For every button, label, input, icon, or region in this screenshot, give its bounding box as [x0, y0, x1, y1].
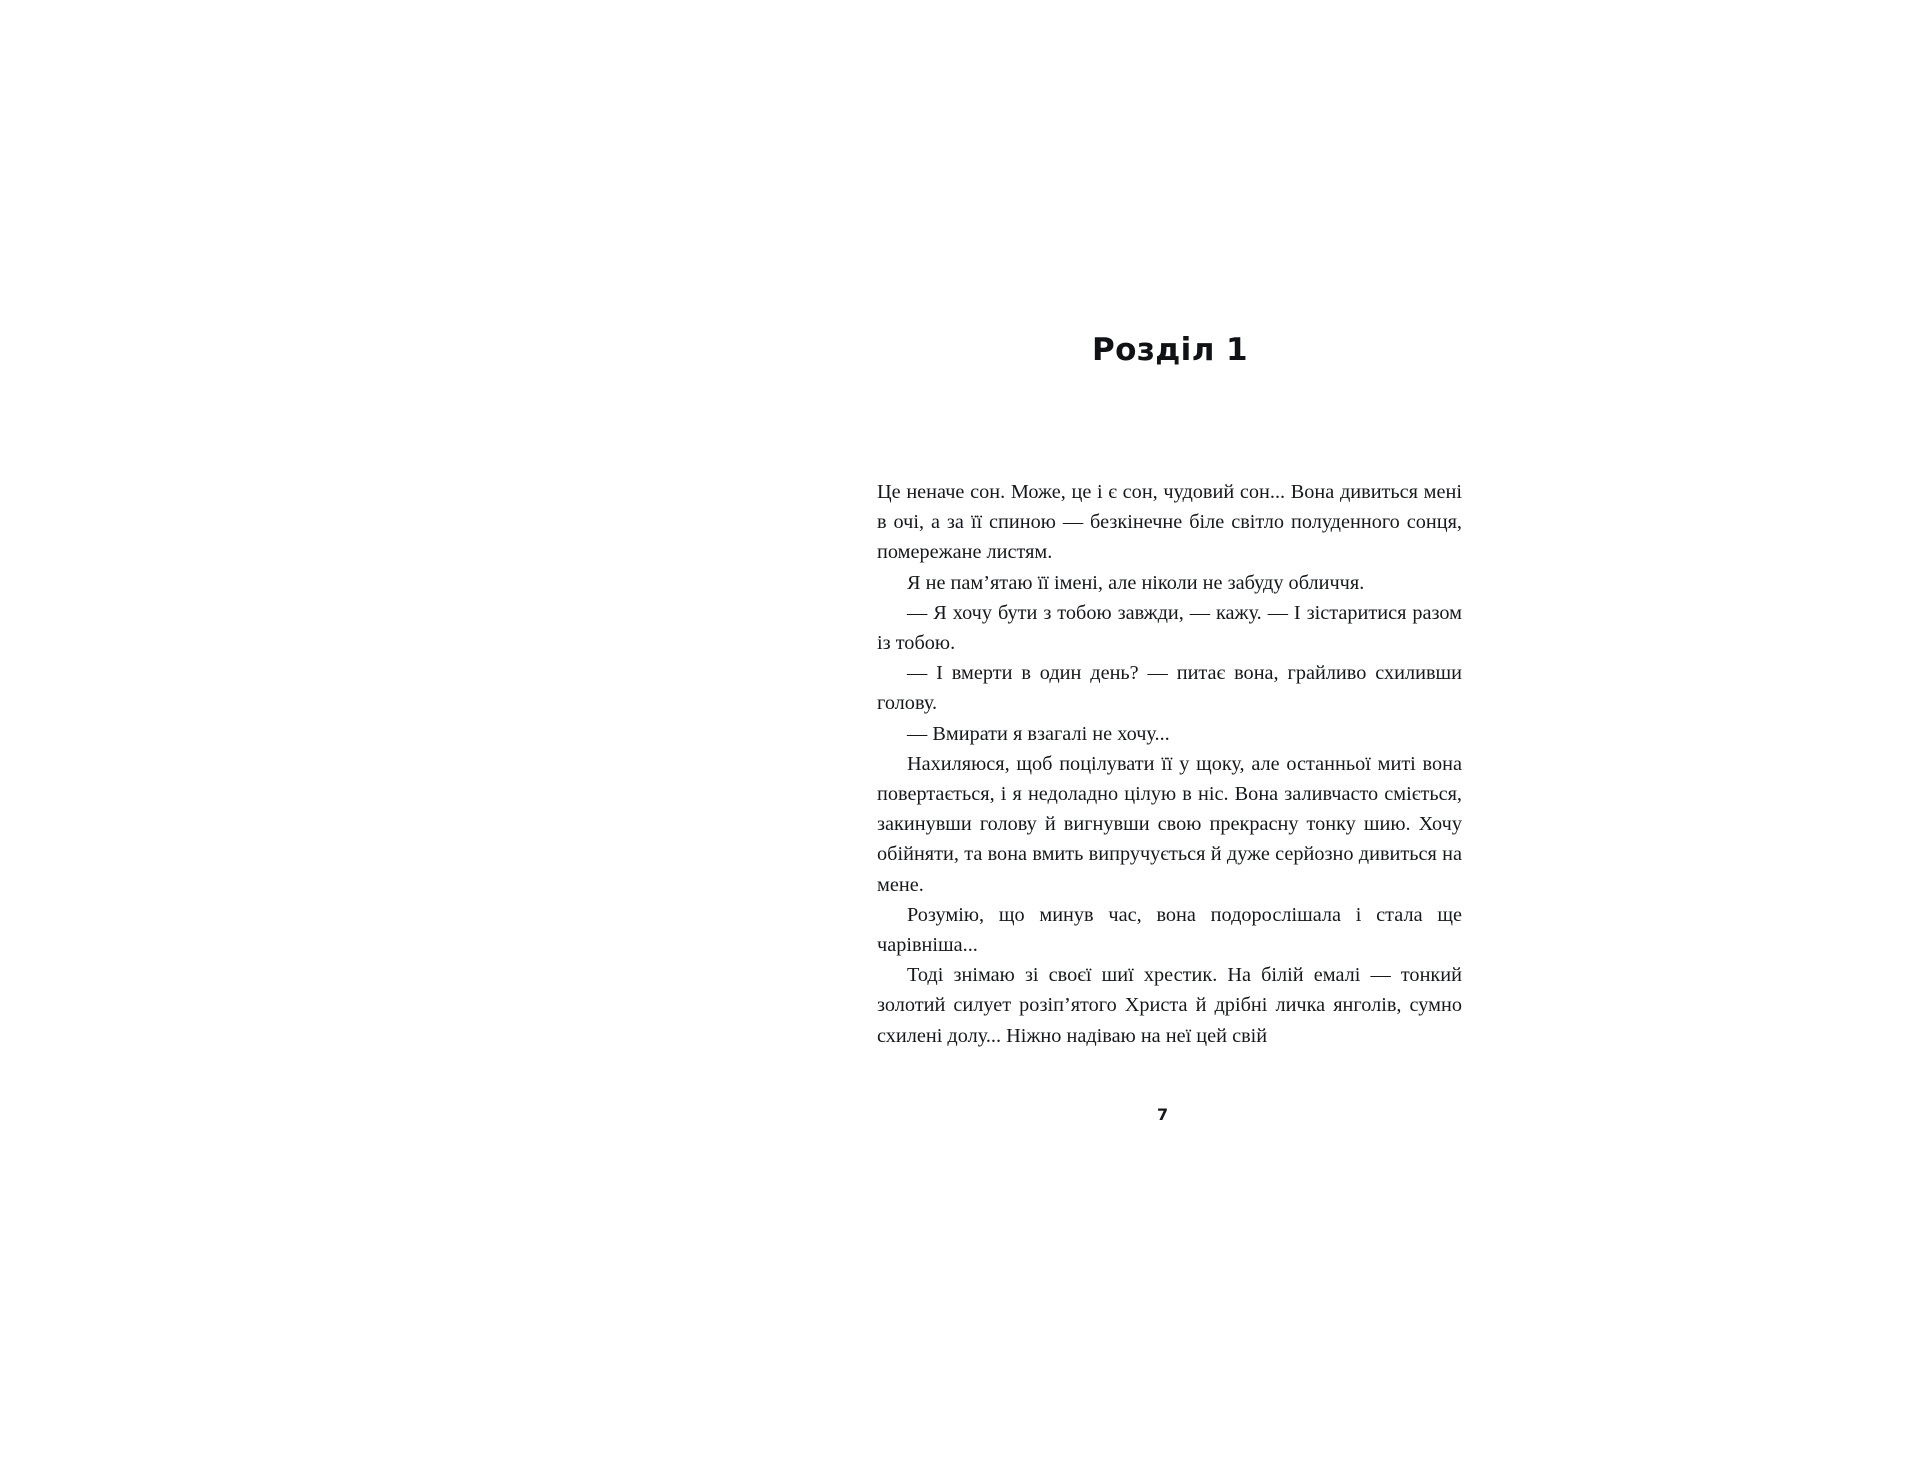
- paragraph: Нахиляюся, щоб поцілувати її у щоку, але останньої миті вона повертається, і я недоладно цілую в ніс. Вона заливчасто сміється, закинувши голову й вигнувши свою прекрасну тонку шию. Хочу обійняти, та вона вмить випручується й дуже серйозно дивиться на мене.: [877, 752, 1462, 896]
- paragraph: — Вмирати я взагалі не хочу...: [907, 722, 1170, 745]
- paragraph: Це неначе сон. Може, це і є сон, чудовий сон... Вона дивиться мені в очі, а за її спиною — безкінечне біле світло полуденного сонця, помережане листям.: [877, 481, 1462, 564]
- paragraph: Тоді знімаю зі своєї шиї хрестик. На білій емалі — тонкий золотий силует розіп’ятого Христа й дрібні личка янголів, сумно схилені долу... Ніжно надіваю на неї цей свій: [877, 964, 1462, 1047]
- paragraph: Розумію, що минув час, вона подорослішала і стала ще чарівніша...: [877, 903, 1462, 957]
- paragraph: — Я хочу бути з тобою завжди, — кажу. — І зістаритися разом із тобою.: [877, 601, 1462, 655]
- paragraph: — І вмерти в один день? — питає вона, грайливо схиливши голову.: [877, 662, 1462, 715]
- body-text-column: [877, 477, 1462, 1051]
- paragraph: Я не пам’ятаю її імені, але ніколи не забуду обличчя.: [907, 571, 1365, 594]
- page-number: 7: [1157, 1105, 1169, 1124]
- page-title: Розділ 1: [1092, 332, 1248, 368]
